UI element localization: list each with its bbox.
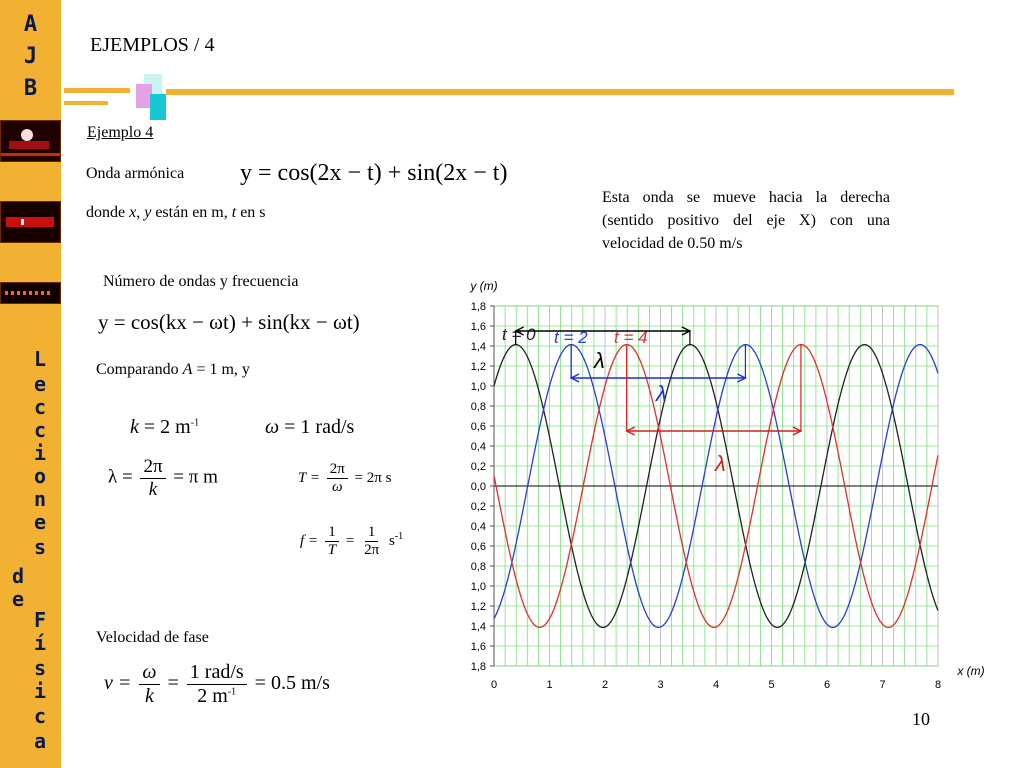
wave-chart: [440, 270, 1000, 700]
lambda-rhs: = π m: [173, 466, 218, 488]
x-tick-label: 2: [601, 679, 609, 691]
units-var-x: x: [129, 204, 137, 221]
logo-letter-j: J: [23, 44, 38, 69]
vertical-letter: e: [33, 372, 47, 396]
page-title: EJEMPLOS / 4: [90, 34, 215, 56]
x-tick-label: 5: [768, 679, 775, 691]
velocity-denominator-text: 2 m: [197, 685, 228, 707]
vertical-letter: i: [33, 441, 47, 465]
vertical-letter: e: [11, 587, 25, 611]
angular-frequency-equation: [265, 416, 354, 439]
vertical-letter: L: [33, 347, 47, 371]
wavelength-label: λ: [594, 348, 605, 373]
period-denominator: ω: [331, 479, 343, 496]
units-note: [86, 204, 266, 222]
vertical-letter: s: [33, 656, 47, 680]
y-tick-label: 1,2: [470, 601, 486, 613]
x-tick-label: 1: [546, 679, 553, 691]
x-tick-label: 4: [712, 679, 720, 691]
header-line-main: [166, 89, 954, 95]
x-tick-label: 3: [657, 679, 664, 691]
thumbnail-image-3: [0, 282, 61, 304]
frequency-denominator-1: T: [327, 542, 337, 559]
frequency-numerator-1: 1: [325, 524, 339, 542]
x-axis-label: x (m): [957, 664, 985, 678]
vertical-letter: e: [33, 510, 47, 534]
period-rhs: = 2π s: [354, 470, 392, 487]
wavelength-label: λ: [715, 451, 726, 476]
vertical-letter: o: [33, 464, 47, 488]
velocity-denominator-1: k: [144, 685, 154, 707]
header-block-cyan: [150, 94, 166, 120]
y-tick-label: 1,8: [470, 301, 486, 313]
thumbnail-image-1: [0, 120, 61, 162]
period-numerator: 2π: [327, 461, 348, 479]
wave-equation-text: y = cos(2x − t) + sin(2x − t): [240, 160, 508, 186]
header-line-left: [64, 88, 130, 93]
y-tick-label: 0,4: [470, 521, 486, 533]
lambda-numerator: 2π: [140, 456, 165, 479]
y-tick-label: 1,0: [470, 581, 486, 593]
general-wave-equation: [98, 310, 360, 335]
y-tick-label: 0,4: [470, 441, 486, 453]
y-tick-label: 0,0: [470, 481, 486, 493]
y-tick-label: 1,8: [470, 661, 486, 673]
frequency-fraction-1: [325, 524, 339, 560]
y-tick-label: 0,6: [470, 421, 486, 433]
vertical-letter: i: [33, 679, 47, 703]
sidebar: [0, 0, 61, 768]
y-tick-label: 1,4: [470, 621, 486, 633]
section-heading-velocidad: Velocidad de fase: [96, 629, 209, 646]
velocity-numerator-1: ω: [139, 661, 159, 685]
wavenumber-equation: [130, 416, 199, 439]
section-heading-numero: Número de ondas y frecuencia: [103, 273, 299, 290]
lambda-fraction: [140, 456, 165, 501]
general-wave-equation-text: y = cos(kx − ωt) + sin(kx − ωt): [98, 310, 360, 334]
wave-equation: [240, 160, 507, 187]
wave-direction-description: Esta onda se mueve hacia la derecha (sentido positivo del eje X) con una velocidad de 0.50 m/s: [602, 189, 890, 252]
phase-velocity-equation: [104, 661, 330, 708]
wavelength-equation: [108, 456, 218, 501]
y-tick-label: 1,6: [470, 641, 486, 653]
lambda-denominator: k: [148, 478, 158, 500]
k-symbol: k: [130, 416, 139, 438]
thumbnail-image-2: [0, 201, 61, 243]
y-tick-label: 1,6: [470, 321, 486, 333]
slide-number: 10: [912, 709, 930, 729]
velocity-lhs: v =: [104, 672, 132, 695]
example-label: Ejemplo 4: [87, 124, 154, 141]
series-legend-label: t = 2: [554, 328, 588, 347]
frequency-denominator-2: 2π: [364, 542, 380, 559]
vertical-letter: d: [11, 564, 25, 588]
frequency-fraction-2: [361, 524, 382, 560]
units-text: están en m,: [151, 204, 232, 221]
velocity-fraction-2: [187, 661, 247, 708]
y-tick-label: 1,4: [470, 341, 486, 353]
velocity-denominator-exponent: -1: [227, 686, 237, 698]
series-legend-label: t = 4: [614, 328, 648, 347]
x-tick-label: 7: [879, 679, 886, 691]
units-text: donde: [86, 204, 130, 221]
logo-letter-b: B: [23, 76, 38, 101]
y-tick-label: 0,6: [470, 541, 486, 553]
velocity-denominator-2: [194, 685, 239, 708]
header-line-left-lower: [64, 101, 108, 105]
velocity-fraction-1: [139, 661, 159, 708]
x-tick-label: 0: [490, 679, 498, 691]
frequency-exponent: -1: [394, 531, 404, 543]
velocity-rhs: = 0.5 m/s: [254, 672, 330, 695]
lambda-lhs: λ =: [108, 466, 133, 488]
period-lhs: T =: [298, 470, 320, 487]
x-tick-label: 6: [823, 679, 831, 691]
comparing-text: [96, 361, 250, 379]
wavelength-label: λ: [656, 381, 667, 406]
x-tick-label: 8: [934, 679, 942, 691]
y-tick-label: 0,8: [470, 401, 486, 413]
period-fraction: [327, 461, 348, 497]
units-text: en s: [236, 204, 266, 221]
omega-symbol: ω: [265, 416, 280, 438]
vertical-letter: c: [33, 418, 47, 442]
onda-label: Onda armónica: [86, 165, 185, 182]
vertical-letter: c: [33, 395, 47, 419]
y-tick-label: 1,0: [470, 381, 486, 393]
logo-letter-a: A: [23, 12, 38, 37]
velocity-equals: =: [167, 672, 179, 695]
frequency-numerator-2: 1: [365, 524, 379, 542]
vertical-letter: í: [33, 631, 47, 655]
y-tick-label: 0,2: [470, 501, 486, 513]
velocity-numerator-2: 1 rad/s: [187, 661, 247, 685]
frequency-equation: [300, 524, 403, 560]
comparing-var-a: A: [182, 361, 193, 378]
comparing-text-part: Comparando: [96, 361, 183, 378]
vertical-letter: n: [33, 487, 47, 511]
y-tick-label: 0,2: [470, 461, 486, 473]
frequency-equals: =: [345, 533, 355, 550]
vertical-letter: a: [33, 729, 47, 753]
units-var-t: t: [231, 204, 237, 221]
period-equation: [298, 461, 391, 497]
series-legend-label: t = 0: [502, 325, 536, 344]
comparing-text-part: = 1 m, y: [192, 361, 250, 378]
k-exponent: -1: [190, 417, 200, 429]
units-text: ,: [136, 204, 145, 221]
y-tick-label: 1,2: [470, 361, 486, 373]
vertical-letter: F: [33, 608, 47, 632]
y-tick-label: 0,8: [470, 561, 486, 573]
k-value: = 2 m: [138, 416, 191, 438]
units-var-y: y: [144, 204, 152, 221]
vertical-letter: c: [33, 704, 47, 728]
omega-value: = 1 rad/s: [279, 416, 355, 438]
frequency-unit: s: [388, 533, 395, 550]
frequency-lhs: f =: [300, 533, 319, 550]
y-axis-label: y (m): [470, 279, 498, 293]
vertical-letter: s: [33, 535, 47, 559]
